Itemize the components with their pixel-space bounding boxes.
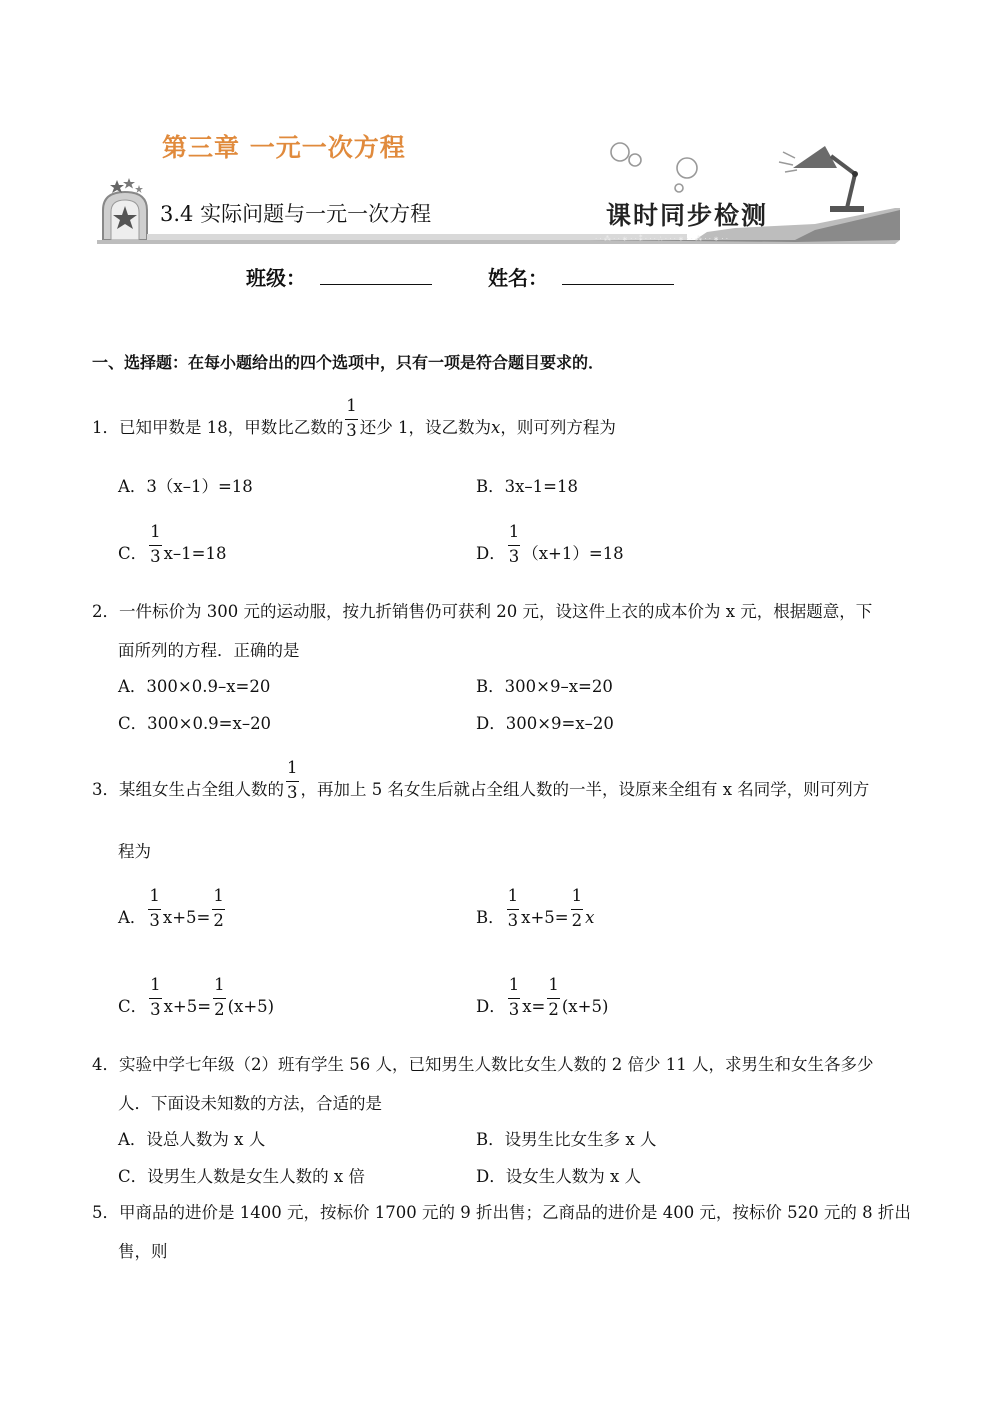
q3-d-den2: 2 xyxy=(548,999,559,1019)
q1-option-b[interactable]: B．3x–1=18 xyxy=(476,477,578,496)
q3-c-den1: 3 xyxy=(150,999,161,1019)
q3-b-label: B． xyxy=(476,908,505,927)
q3-fraction xyxy=(286,760,299,801)
q1-d-rest: （x+1）=18 xyxy=(522,544,624,563)
q3-b-mid: x+5= xyxy=(521,908,569,927)
star-badge-icon xyxy=(103,178,147,240)
question-3-line1 xyxy=(92,758,870,811)
q3-c-tail: (x+5) xyxy=(227,997,275,1016)
class-blank[interactable] xyxy=(320,284,432,285)
q3-c-num1: 1 xyxy=(149,977,162,999)
q3-a-frac2 xyxy=(212,888,225,929)
q3-a-mid: x+5= xyxy=(162,908,211,927)
q3-frac-den: 3 xyxy=(287,782,298,802)
q3-b-num1: 1 xyxy=(507,888,520,910)
question-5-line1: 5．甲商品的进价是 1400 元，按标价 1700 元的 9 折出售；乙商品的进价是 400 元，按标价 520 元的 8 折出 xyxy=(92,1203,911,1222)
q3-a-frac1 xyxy=(148,888,161,929)
bubbles-icon xyxy=(611,143,697,192)
q3-d-num1: 1 xyxy=(508,977,521,999)
q1-var: x xyxy=(491,418,501,437)
question-5-line2: 售，则 xyxy=(118,1242,168,1261)
q1-frac-num: 1 xyxy=(345,398,358,420)
q1-fraction xyxy=(345,398,358,439)
desk-lamp-icon xyxy=(779,146,864,212)
q1-text-pre: 1．已知甲数是 18，甲数比乙数的 xyxy=(92,418,344,437)
q1-text-post-a: 还少 1，设乙数为 xyxy=(359,418,491,437)
svg-text:· · ⁂ · · ∗ · · ⁑ · · · ∴ · ·: · · ⁂ · · ∗ · · ⁑ · · · ∴ · · · ∗ · · ⁂ · · ∗ · · xyxy=(595,235,729,243)
q2-option-b[interactable]: B．300×9–x=20 xyxy=(476,677,613,696)
q3-a-den2: 2 xyxy=(213,910,224,930)
q3-d-label: D． xyxy=(476,997,506,1016)
q3-b-tail: x xyxy=(585,908,595,927)
q3-d-frac1 xyxy=(508,977,521,1018)
q1-option-a[interactable]: A．3（x–1）=18 xyxy=(118,477,253,496)
section-heading: 一、选择题：在每小题给出的四个选项中，只有一项是符合题目要求的． xyxy=(92,353,605,372)
q3-c-frac1 xyxy=(149,977,162,1018)
question-3-line2: 程为 xyxy=(118,842,151,861)
q1-d-den: 3 xyxy=(508,546,520,566)
q3-c-num2: 1 xyxy=(213,977,226,999)
q3-b-frac1 xyxy=(507,888,520,929)
chapter-title: 第三章 一元一次方程 xyxy=(162,133,406,162)
q3-option-d[interactable] xyxy=(476,975,609,1028)
q3-option-b[interactable] xyxy=(476,886,595,939)
q1-d-label: D． xyxy=(476,544,506,563)
name-label: 姓名： xyxy=(488,266,548,290)
q3-frac-num: 1 xyxy=(286,760,299,782)
q3-a-label: A． xyxy=(118,908,147,927)
q3-b-den1: 3 xyxy=(507,910,519,930)
q3-option-a[interactable] xyxy=(118,886,227,939)
brand-title: 课时同步检测 xyxy=(606,201,769,230)
q1-option-d[interactable] xyxy=(476,522,624,575)
q1-c-label: C． xyxy=(118,544,148,563)
q3-option-c[interactable] xyxy=(118,975,275,1028)
q2-option-d[interactable]: D．300×9=x–20 xyxy=(476,714,614,733)
q3-b-den2: 2 xyxy=(571,910,583,930)
q1-d-fraction xyxy=(508,524,521,565)
q4-option-d[interactable]: D．设女生人数为 x 人 xyxy=(476,1167,642,1186)
q3-text-post: ，再加上 5 名女生后就占全组人数的一半，设原来全组有 x 名同学，则可列方 xyxy=(300,780,870,799)
question-4-line1: 4．实验中学七年级（2）班有学生 56 人，已知男生人数比女生人数的 2 倍少 11 人，求男生和女生各多少 xyxy=(92,1055,874,1074)
q1-c-num: 1 xyxy=(149,524,162,546)
q3-d-num2: 1 xyxy=(547,977,560,999)
q3-c-den2: 2 xyxy=(214,999,225,1019)
q1-option-c[interactable] xyxy=(118,522,227,575)
q3-d-frac2 xyxy=(547,977,560,1018)
question-2-line1: 2．一件标价为 300 元的运动服，按九折销售仍可获利 20 元，设这件上衣的成本价为 x 元，根据题意，下 xyxy=(92,602,873,621)
q3-a-num2: 1 xyxy=(212,888,225,910)
q3-a-num1: 1 xyxy=(148,888,161,910)
question-4-line2: 人．下面设未知数的方法，合适的是 xyxy=(118,1094,382,1113)
q1-d-num: 1 xyxy=(508,524,521,546)
q3-c-label: C． xyxy=(118,997,148,1016)
q2-option-a[interactable]: A．300×0.9–x=20 xyxy=(118,677,271,696)
q4-option-c[interactable]: C．设男生人数是女生人数的 x 倍 xyxy=(118,1167,365,1186)
q1-text-post-b: ，则可列方程为 xyxy=(500,418,616,437)
q4-option-a[interactable]: A．设总人数为 x 人 xyxy=(118,1130,266,1149)
question-2-line2: 面所列的方程．正确的是 xyxy=(118,641,300,660)
q3-b-num2: 1 xyxy=(571,888,584,910)
q3-d-den1: 3 xyxy=(508,999,520,1019)
name-blank[interactable] xyxy=(562,284,674,285)
section-title: 3.4 实际问题与一元一次方程 xyxy=(160,202,432,226)
q1-c-fraction xyxy=(149,524,162,565)
q3-d-mid: x= xyxy=(522,997,546,1016)
q3-text-pre: 3．某组女生占全组人数的 xyxy=(92,780,284,799)
q2-option-c[interactable]: C．300×0.9=x–20 xyxy=(118,714,272,733)
class-label: 班级： xyxy=(246,266,306,290)
q1-frac-den: 3 xyxy=(346,420,357,440)
q3-a-den1: 3 xyxy=(149,910,160,930)
question-1 xyxy=(92,396,616,449)
q4-option-b[interactable]: B．设男生比女生多 x 人 xyxy=(476,1130,657,1149)
q3-d-tail: (x+5) xyxy=(561,997,609,1016)
q3-b-frac2 xyxy=(571,888,584,929)
q1-c-rest: x–1=18 xyxy=(163,544,227,563)
q3-c-mid: x+5= xyxy=(163,997,212,1016)
q1-c-den: 3 xyxy=(150,546,161,566)
q3-c-frac2 xyxy=(213,977,226,1018)
